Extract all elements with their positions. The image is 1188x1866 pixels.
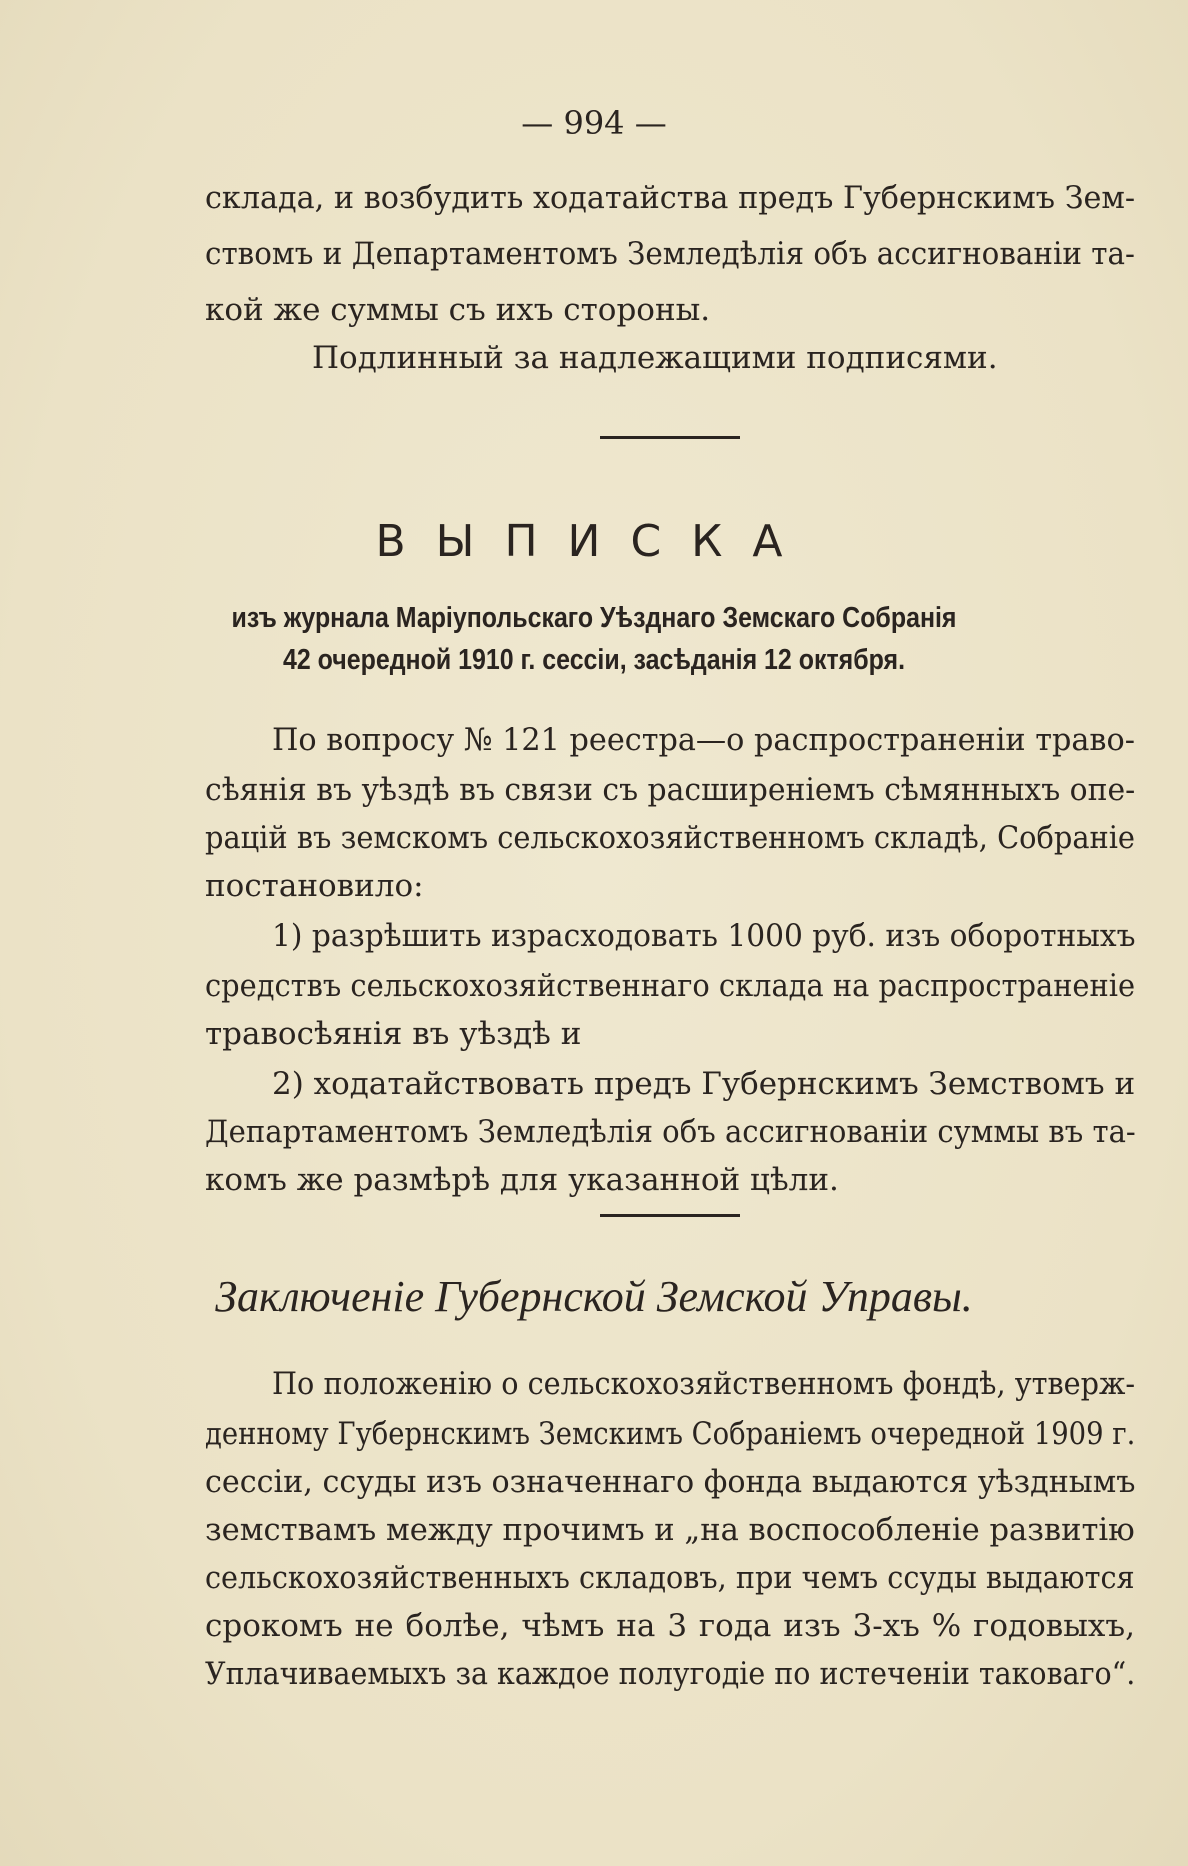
text-line: травосѣянія въ уѣздѣ и: [205, 1016, 582, 1052]
resolution-item-1: 1) разрѣшить израсходовать 1000 руб. изъ оборотныхъ: [272, 918, 1136, 954]
conclusion-heading: Заключеніе Губернской Земской Управы.: [215, 1272, 973, 1321]
section-divider: [600, 436, 740, 439]
text-line: сельскохозяйственныхъ складовъ, при чемъ ссуды выдаются: [205, 1560, 1135, 1596]
text-line: постановило:: [205, 868, 424, 904]
text-line: По положенію о сельскохозяйственномъ фондѣ, утверж-: [272, 1366, 1136, 1402]
signature-note: Подлинный за надлежащими подписями.: [312, 340, 998, 376]
text-line: Уплачиваемыхъ за каждое полугодіе по истеченіи таковаго“.: [205, 1656, 1136, 1692]
text-line: сессіи, ссуды изъ означеннаго фонда выдаются уѣзднымъ: [205, 1464, 1136, 1500]
text-line: Департаментомъ Земледѣлія объ ассигнованіи суммы въ та-: [205, 1114, 1136, 1150]
text-line: денному Губернскимъ Земскимъ Собраніемъ очередной 1909 г.: [205, 1416, 1136, 1452]
text-line: кой же суммы съ ихъ стороны.: [205, 292, 711, 328]
page-number: — 994 —: [521, 104, 667, 142]
text-line: земствамъ между прочимъ и „на воспособленіе развитію: [205, 1512, 1135, 1548]
text-line: комъ же размѣрѣ для указанной цѣли.: [205, 1162, 839, 1198]
extract-title: ВЫПИСКА: [375, 516, 813, 567]
text-line: склада, и возбудить ходатайства предъ Губернскимъ Зем-: [205, 180, 1136, 216]
text-line: рацій въ земскомъ сельскохозяйственномъ складѣ, Собраніе: [205, 820, 1135, 856]
text-line: сѣянія въ уѣздѣ въ связи съ расширеніемъ сѣмянныхъ опе-: [205, 772, 1136, 808]
extract-subtitle-line: изъ журнала Маріупольскаго Уѣзднаго Земскаго Собранія: [231, 602, 957, 634]
resolution-item-2: 2) ходатайствовать предъ Губернскимъ Земствомъ и: [272, 1066, 1136, 1102]
text-line: ствомъ и Департаментомъ Земледѣлія объ ассигнованіи та-: [205, 236, 1135, 272]
section-divider: [600, 1214, 740, 1217]
text-line: По вопросу № 121 реестра—о распространеніи траво-: [272, 722, 1135, 758]
extract-subtitle-line: 42 очередной 1910 г. сессіи, засѣданія 12 октября.: [282, 644, 906, 676]
text-line: средствъ сельскохозяйственнаго склада на распространеніе: [205, 968, 1136, 1004]
text-line: срокомъ не болѣе, чѣмъ на 3 года изъ 3-хъ % годовыхъ,: [205, 1608, 1135, 1644]
